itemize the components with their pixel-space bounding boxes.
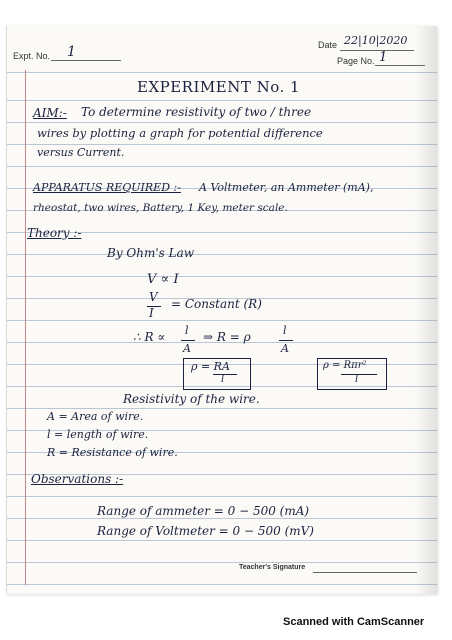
ruled-line — [7, 166, 437, 167]
box2-fraction-bar — [341, 374, 377, 375]
expt-no-label: Expt. No. — [13, 51, 51, 61]
box2-formula: ρ = Rπr² — [323, 360, 367, 371]
box1-formula: ρ = RA — [191, 360, 230, 373]
definition-resistance: R = Resistance of wire. — [47, 446, 178, 459]
aim-line-3: versus Current. — [37, 146, 125, 159]
page-no-value: 1 — [379, 50, 388, 65]
teachers-signature-label: Teacher's Signature — [239, 564, 306, 571]
eq3-denominator: A — [183, 342, 191, 355]
ruled-line — [7, 518, 437, 519]
eq3-numerator-2: l — [283, 324, 287, 337]
eq3-middle: ⇒ R = ρ — [203, 330, 251, 344]
ruled-line — [7, 496, 437, 497]
voltmeter-range: Range of Voltmeter = 0 − 500 (mV) — [97, 524, 314, 538]
page-title: EXPERIMENT No. 1 — [137, 78, 301, 96]
eq2-denominator: I — [149, 306, 154, 320]
ruled-line — [7, 100, 437, 101]
expt-no-line — [51, 60, 121, 61]
page-no-line — [375, 65, 425, 66]
date-line — [340, 50, 414, 51]
page-no-label: Page No. — [337, 56, 375, 66]
aim-line-2: wires by plotting a graph for potential difference — [37, 126, 323, 140]
eq2-constant: = Constant (R) — [171, 297, 262, 311]
ruled-line — [7, 122, 437, 123]
eq2-numerator: V — [149, 290, 158, 304]
ruled-line — [7, 540, 437, 541]
ohms-law-text: By Ohm's Law — [107, 246, 195, 260]
definition-area: A = Area of wire. — [47, 410, 144, 423]
equation-v-prop-i: V ∝ I — [147, 272, 179, 287]
box1-denominator: l — [221, 374, 225, 385]
theory-label: Theory :- — [27, 226, 82, 240]
aim-label: AIM:- — [33, 106, 67, 120]
aim-line-1: To determine resistivity of two / three — [81, 105, 312, 119]
eq3-prefix: ∴ R ∝ — [133, 330, 166, 344]
signature-line — [313, 572, 417, 573]
expt-no-value: 1 — [67, 44, 76, 60]
ruled-line — [7, 144, 437, 145]
date-value: 22|10|2020 — [344, 34, 408, 47]
ruled-line — [7, 562, 437, 563]
margin-line — [25, 70, 26, 585]
ruled-line — [7, 72, 437, 73]
apparatus-line-2: rheostat, two wires, Battery, 1 Key, meter scale. — [33, 202, 288, 214]
scanner-watermark: Scanned with CamScanner — [283, 616, 425, 628]
box2-denominator: l — [355, 374, 359, 385]
eq3-fraction-bar-2 — [279, 340, 293, 341]
apparatus-label: APPARATUS REQUIRED :- — [33, 181, 181, 194]
eq3-numerator: l — [185, 324, 189, 337]
apparatus-line-1: A Voltmeter, an Ammeter (mA), — [199, 181, 374, 194]
ruled-line — [7, 408, 437, 409]
ruled-line — [7, 584, 437, 585]
ammeter-range: Range of ammeter = 0 − 500 (mA) — [97, 504, 310, 518]
ruled-line — [7, 320, 437, 321]
ruled-line — [7, 276, 437, 277]
resistivity-text: Resistivity of the wire. — [123, 392, 260, 406]
date-label: Date — [318, 40, 338, 50]
ruled-line — [7, 254, 437, 255]
box1-fraction-bar — [213, 374, 237, 375]
eq3-denominator-2: A — [281, 342, 289, 355]
eq3-fraction-bar — [181, 340, 195, 341]
definition-length: l = length of wire. — [47, 428, 149, 441]
observations-label: Observations :- — [31, 472, 124, 486]
notebook-page — [6, 26, 437, 594]
